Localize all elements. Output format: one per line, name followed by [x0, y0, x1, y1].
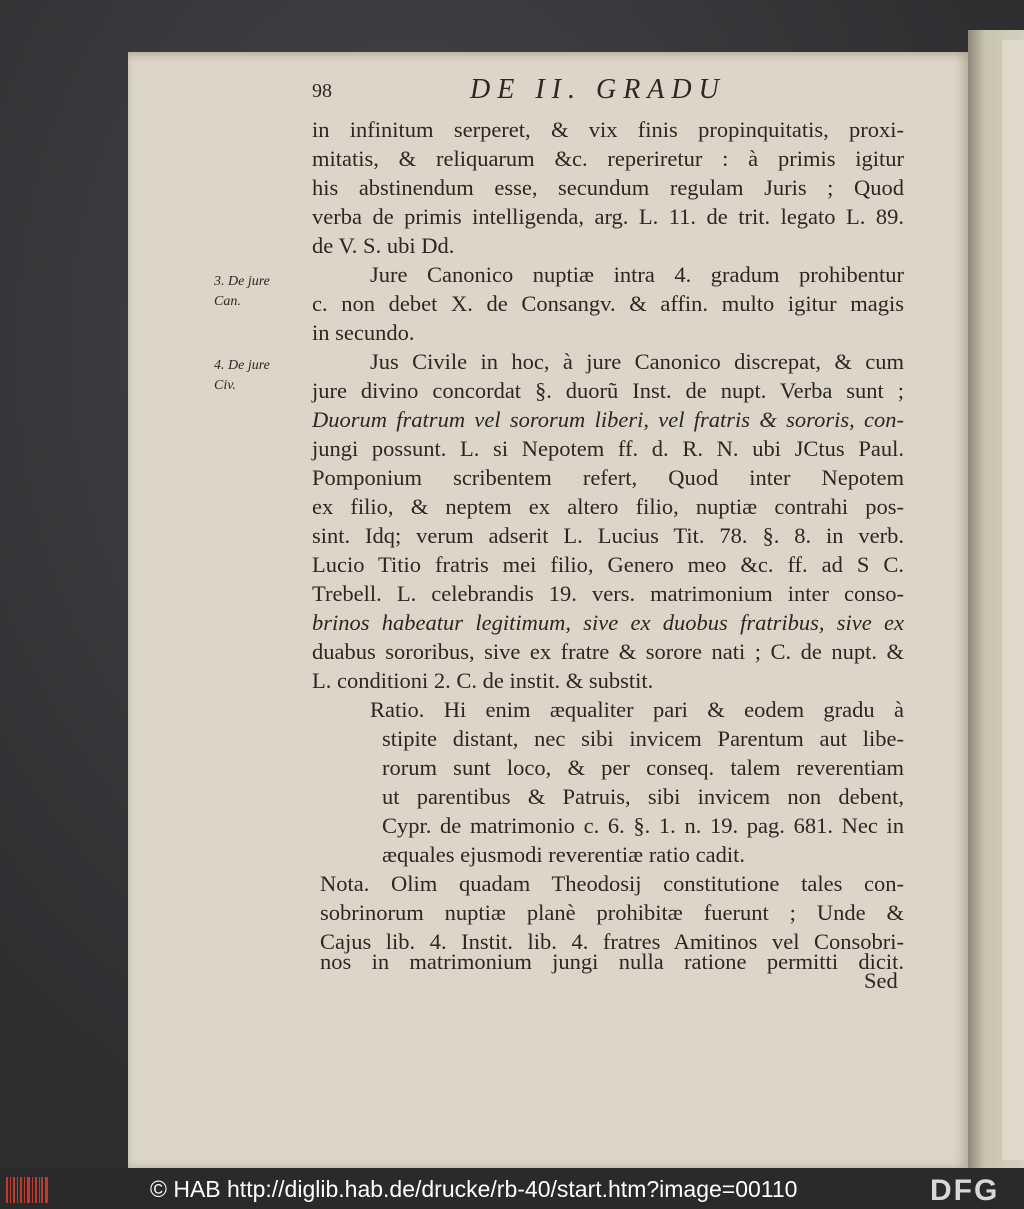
- text-line: nos in matrimonium jungi nulla ratione permitti dicit.: [320, 949, 904, 974]
- text-line: Trebell. L. celebrandis 19. vers. matrimonium inter conso-: [312, 581, 904, 606]
- text-line: ex filio, & neptem ex altero filio, nuptiæ contrahi pos-: [312, 494, 904, 519]
- margin-note-line: Civ.: [214, 378, 236, 393]
- text-line: sobrinorum nuptiæ planè prohibitæ fuerunt ; Unde &: [320, 900, 904, 925]
- text-line: rorum sunt loco, & per conseq. talem reverentiam: [382, 755, 904, 780]
- text-line: Jus Civile in hoc, à jure Canonico discrepat, & cum: [370, 349, 904, 374]
- margin-note-civil: [214, 356, 314, 396]
- text-line: Duorum fratrum vel sororum liberi, vel fratris & sororis, con-: [312, 407, 904, 432]
- margin-note-canon: [214, 272, 314, 312]
- text-line: æquales ejusmodi reverentiæ ratio cadit.: [382, 842, 746, 867]
- text-line: mitatis, & reliquarum &c. reperiretur : à primis igitur: [312, 146, 904, 171]
- text-line: jungi possunt. L. si Nepotem ff. d. R. N. ubi JCtus Paul.: [312, 436, 904, 461]
- margin-note-line: Can.: [214, 294, 241, 309]
- text-line: Lucio Titio fratris mei filio, Genero meo &c. ff. ad S C.: [312, 552, 904, 577]
- dfg-logo: DFG: [930, 1174, 1000, 1207]
- text-line: Cajus lib. 4. Instit. lib. 4. fratres Amitinos vel Consobri-: [320, 929, 904, 954]
- text-line: Cypr. de matrimonio c. 6. §. 1. n. 19. pag. 681. Nec in: [382, 813, 904, 838]
- text-line: sint. Idq; verum adserit L. Lucius Tit. 78. §. 8. in verb.: [312, 523, 904, 548]
- text-line: Ratio. Hi enim æqualiter pari & eodem gradu à: [370, 697, 904, 722]
- text-line: Pomponium scribentem refert, Quod inter Nepotem: [312, 465, 904, 490]
- text-line: in infinitum serperet, & vix finis propinquitatis, proxi-: [312, 117, 904, 142]
- text-line: ut parentibus & Patruis, sibi invicem non debent,: [382, 784, 904, 809]
- barcode-icon: [6, 1177, 48, 1203]
- text-line: brinos habeatur legitimum, sive ex duobus fratribus, sive ex: [312, 610, 904, 635]
- text-line: stipite distant, nec sibi invicem Parentum aut libe-: [382, 726, 904, 751]
- text-line: Nota. Olim quadam Theodosij constitutione tales con-: [320, 871, 904, 896]
- text-line: Jure Canonico nuptiæ intra 4. gradum prohibentur: [370, 262, 904, 287]
- text-line: verba de primis intelligenda, arg. L. 11. de trit. legato L. 89.: [312, 204, 904, 229]
- copyright-link[interactable]: © HAB http://diglib.hab.de/drucke/rb-40/start.htm?image=00110: [150, 1176, 798, 1202]
- text-line: de V. S. ubi Dd.: [312, 233, 455, 258]
- text-line: L. conditioni 2. C. de instit. & substit.: [312, 668, 654, 693]
- text-line: in secundo.: [312, 320, 415, 345]
- catchword: Sed: [864, 968, 898, 993]
- text-line: c. non debet X. de Consangv. & affin. multo igitur magis: [312, 291, 904, 316]
- text-line: his abstinendum esse, secundum regulam Juris ; Quod: [312, 175, 904, 200]
- page-number: 98: [312, 80, 332, 102]
- facing-page-margin: [1002, 40, 1024, 1160]
- margin-note-line: 3. De jure: [214, 274, 270, 289]
- text-line: jure divino concordat §. duorũ Inst. de nupt. Verba sunt ;: [312, 378, 904, 403]
- text-line: duabus sororibus, sive ex fratre & sorore nati ; C. de nupt. &: [312, 639, 904, 664]
- margin-note-line: 4. De jure: [214, 358, 270, 373]
- running-title: DE II. GRADU: [470, 74, 726, 105]
